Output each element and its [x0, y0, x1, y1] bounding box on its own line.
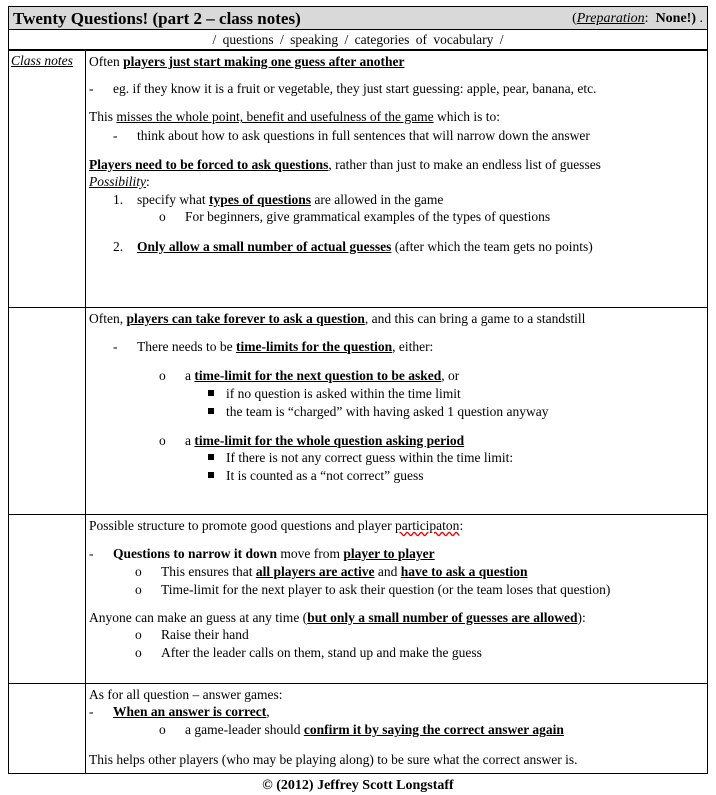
class-notes-label: Class notes — [11, 53, 73, 68]
notes-row-1 — [9, 51, 708, 308]
bullet-square-icon — [208, 408, 214, 414]
preparation-note: (Preparation: None!) . — [572, 11, 703, 26]
bullet-square-icon — [208, 454, 214, 460]
notes-row-3 — [9, 515, 708, 684]
preparation-value: None!) — [655, 11, 696, 26]
bullet-square-icon — [208, 472, 214, 478]
notes-cell-structure: Possible structure to promote good questions and player participaton: - Questions to narrow it down move from player to player o This ensures that all players are active and have to ask a question o Time-limit for the next player to ask their question (or the team loses that question) Anyone can make an guess at any time (but only a small number of guesses are allowed): o Raise their hand o After the leader calls on them, stand up and make the guess — [86, 515, 708, 684]
preparation-label: Preparation — [576, 11, 645, 26]
notes-cell-time-limits: Often, players can take forever to ask a question, and this can bring a game to a standstill - There needs to be time-limits for the question, either: o a time-limit for the next question to be asked, or if no question is asked within the time limit the team is “charged” with having asked 1 question anyway o a time-limit for the whole question asking period If there is not any correct guess within the time limit: It is counted as a “not correct” guess — [86, 308, 708, 515]
notes-row-4 — [9, 684, 708, 774]
side-cell — [9, 51, 86, 308]
bullet-square-icon — [208, 390, 214, 396]
side-cell — [9, 308, 86, 515]
copyright-footer: © (2012) Jeffrey Scott Longstaff — [262, 778, 454, 793]
tags-bar: / questions / speaking / categories of vocabulary / — [8, 30, 708, 50]
notes-cell-guessing: Often players just start making one guess after another - eg. if they know it is a fruit or vegetable, they just start guessing: apple, pear, banana, etc. This misses the whole point, benefit and usefulness of the game which is to: - think about how to ask questions in full sentences that will narrow down the answer Players need to be forced to ask questions, rather than just to make an endless list of guesses Possibility: 1. specify what types of questions are allowed in the game o For beginners, give grammatical examples of the types of questions 2. Only allow a small number of actual guesses (after which the team gets no points) — [86, 51, 708, 308]
page-title: Twenty Questions! (part 2 – class notes) — [13, 9, 301, 28]
worksheet — [8, 6, 708, 795]
title-bar — [8, 6, 708, 30]
side-cell — [9, 515, 86, 684]
notes-row-2 — [9, 308, 708, 515]
notes-table — [8, 50, 708, 774]
side-cell — [9, 684, 86, 774]
notes-cell-answers: As for all question – answer games: - When an answer is correct, o a game-leader should confirm it by saying the correct answer again This helps other players (who may be playing along) to be sure what the correct answer is. — [86, 684, 708, 774]
